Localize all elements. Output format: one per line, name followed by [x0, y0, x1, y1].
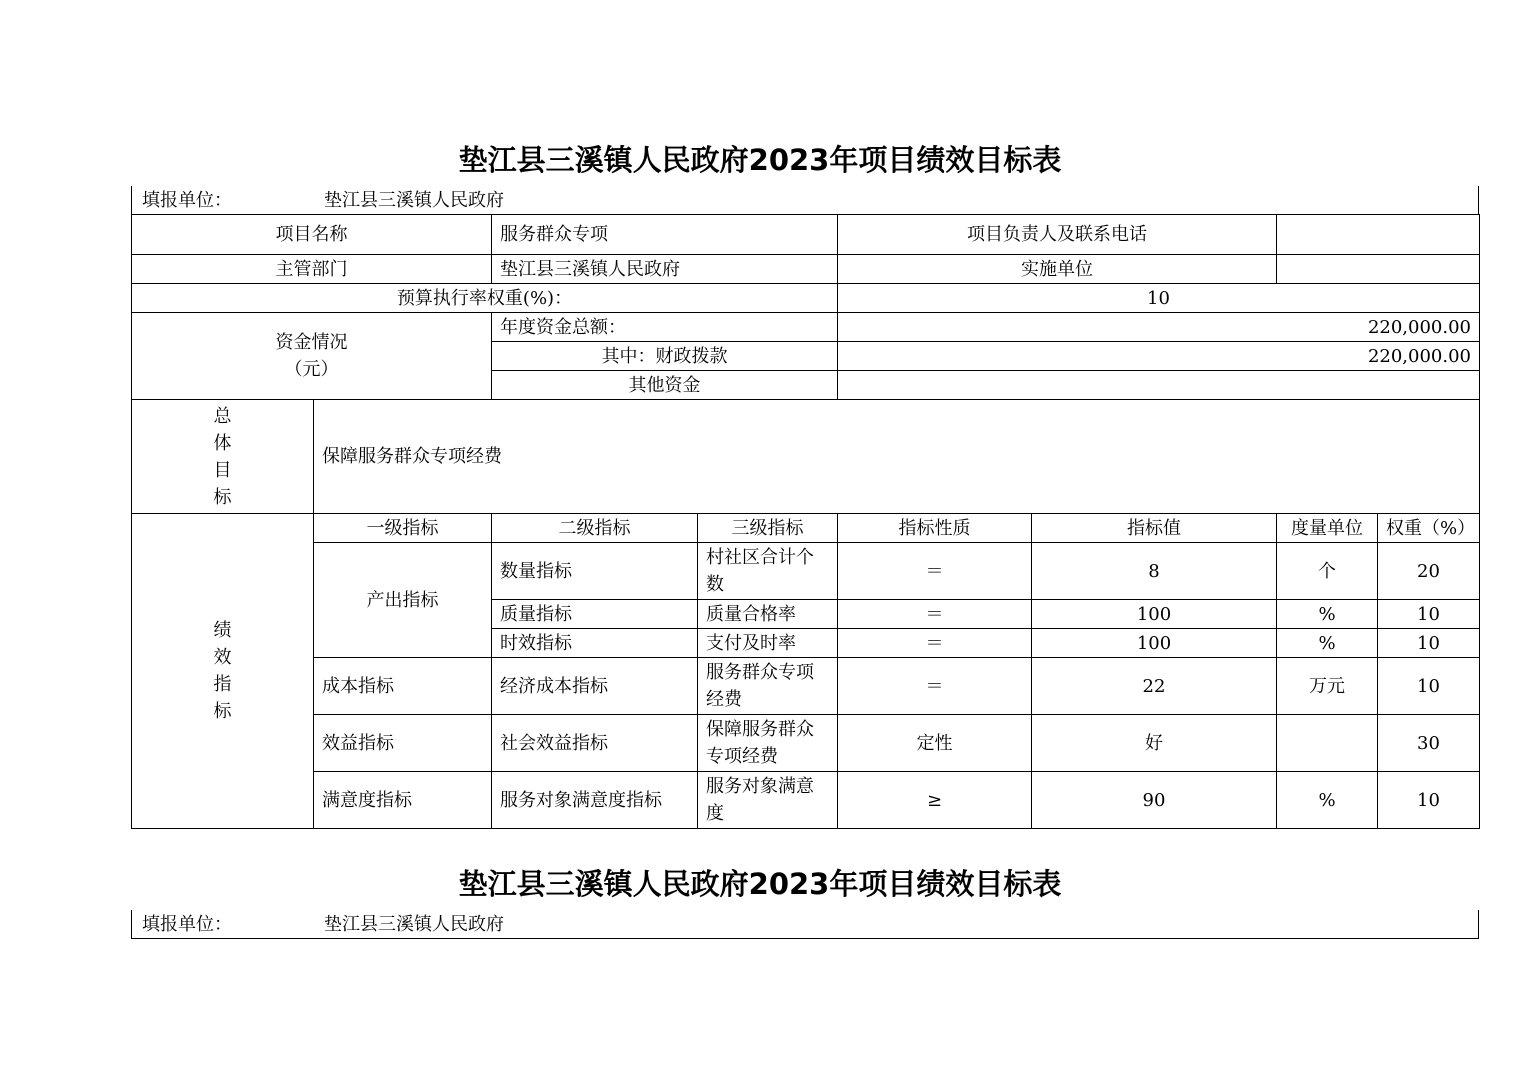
nature-cell: ≥: [838, 772, 1032, 829]
nature-cell: ＝: [838, 543, 1032, 600]
budget-weight-value: 10: [838, 284, 1480, 313]
header-unit: 度量单位: [1277, 514, 1378, 543]
goal-char: 标: [213, 486, 232, 508]
goal-label: [132, 400, 314, 514]
level3-cell: 保障服务群众专项经费: [698, 715, 838, 772]
indicators-char: 绩: [213, 620, 232, 641]
funds-total-value: 220,000.00: [838, 313, 1480, 342]
weight-cell: 10: [1378, 629, 1480, 658]
page-title: 垫江县三溪镇人民政府2023年项目绩效目标表: [458, 143, 1062, 177]
header-level1: 一级指标: [314, 514, 492, 543]
nature-cell: ＝: [838, 629, 1032, 658]
header-level2: 二级指标: [492, 514, 698, 543]
dept-value: 垫江县三溪镇人民政府: [492, 255, 838, 284]
weight-cell: 20: [1378, 543, 1480, 600]
output-indicator-label: 产出指标: [314, 543, 492, 658]
unit-cell: %: [1277, 772, 1378, 829]
impl-unit-value: [1277, 255, 1480, 284]
header-weight: 权重（%）: [1378, 514, 1480, 543]
nature-cell: 定性: [838, 715, 1032, 772]
goal-char: 体: [213, 432, 232, 454]
level3-cell: 支付及时率: [698, 629, 838, 658]
funds-fiscal-label: 其中：财政拨款: [492, 342, 838, 371]
table-row: [132, 543, 1480, 600]
funds-fiscal-value: 220,000.00: [838, 342, 1480, 371]
level2-cell: 质量指标: [492, 600, 698, 629]
funds-total-label: 年度资金总额：: [492, 313, 838, 342]
unit-cell: [1277, 715, 1378, 772]
unit-cell: 万元: [1277, 658, 1378, 715]
level2-cell: 经济成本指标: [492, 658, 698, 715]
indicators-char: 效: [213, 647, 232, 668]
level3-cell: 村社区合计个数: [698, 543, 838, 600]
unit-cell: %: [1277, 629, 1378, 658]
project-name-value: 服务群众专项: [492, 215, 838, 255]
project-name-label: 项目名称: [132, 215, 492, 255]
filler-value: 垫江县三溪镇人民政府: [324, 914, 504, 935]
value-cell: 90: [1032, 772, 1277, 829]
dept-label: 主管部门: [132, 255, 492, 284]
value-cell: 好: [1032, 715, 1277, 772]
filler-unit-row: [131, 186, 1479, 215]
budget-weight-label: 预算执行率权重(%)：: [132, 284, 838, 313]
goal-text: 保障服务群众专项经费: [314, 400, 1480, 514]
header-level3: 三级指标: [698, 514, 838, 543]
nature-cell: ＝: [838, 600, 1032, 629]
funds-other-value: [838, 371, 1480, 400]
indicators-label: [132, 514, 314, 829]
unit-cell: %: [1277, 600, 1378, 629]
contact-value: [1277, 215, 1480, 255]
level3-cell: 服务对象满意度: [698, 772, 838, 829]
header-value: 指标值: [1032, 514, 1277, 543]
nature-cell: ＝: [838, 658, 1032, 715]
level3-cell: 质量合格率: [698, 600, 838, 629]
funds-label-line2: （元）: [284, 359, 339, 380]
repeat-page-title: 垫江县三溪镇人民政府2023年项目绩效目标表: [458, 867, 1062, 901]
value-cell: 22: [1032, 658, 1277, 715]
value-cell: 100: [1032, 600, 1277, 629]
funds-label: [132, 313, 492, 400]
value-cell: 8: [1032, 543, 1277, 600]
level1-cell: 成本指标: [314, 658, 492, 715]
level2-cell: 数量指标: [492, 543, 698, 600]
performance-table: [131, 214, 1480, 829]
level1-cell: 满意度指标: [314, 772, 492, 829]
goal-char: 总: [213, 405, 232, 427]
weight-cell: 10: [1378, 658, 1480, 715]
filler-label: 填报单位：: [142, 190, 232, 211]
filler-value: 垫江县三溪镇人民政府: [324, 190, 504, 211]
indicators-char: 指: [213, 674, 232, 695]
table-row: [132, 772, 1480, 829]
funds-label-line1: 资金情况: [275, 332, 348, 353]
weight-cell: 10: [1378, 772, 1480, 829]
table-row: [132, 658, 1480, 715]
indicators-char: 标: [213, 701, 232, 722]
goal-char: 目: [213, 459, 232, 481]
weight-cell: 10: [1378, 600, 1480, 629]
weight-cell: 30: [1378, 715, 1480, 772]
level3-cell: 服务群众专项经费: [698, 658, 838, 715]
contact-label: 项目负责人及联系电话: [838, 215, 1277, 255]
filler-label: 填报单位：: [142, 914, 232, 935]
table-row: [132, 715, 1480, 772]
filler-unit-row-repeat: [131, 910, 1479, 939]
level2-cell: 时效指标: [492, 629, 698, 658]
impl-unit-label: 实施单位: [838, 255, 1277, 284]
level2-cell: 服务对象满意度指标: [492, 772, 698, 829]
value-cell: 100: [1032, 629, 1277, 658]
header-nature: 指标性质: [838, 514, 1032, 543]
level1-cell: 效益指标: [314, 715, 492, 772]
unit-cell: 个: [1277, 543, 1378, 600]
funds-other-label: 其他资金: [492, 371, 838, 400]
level2-cell: 社会效益指标: [492, 715, 698, 772]
